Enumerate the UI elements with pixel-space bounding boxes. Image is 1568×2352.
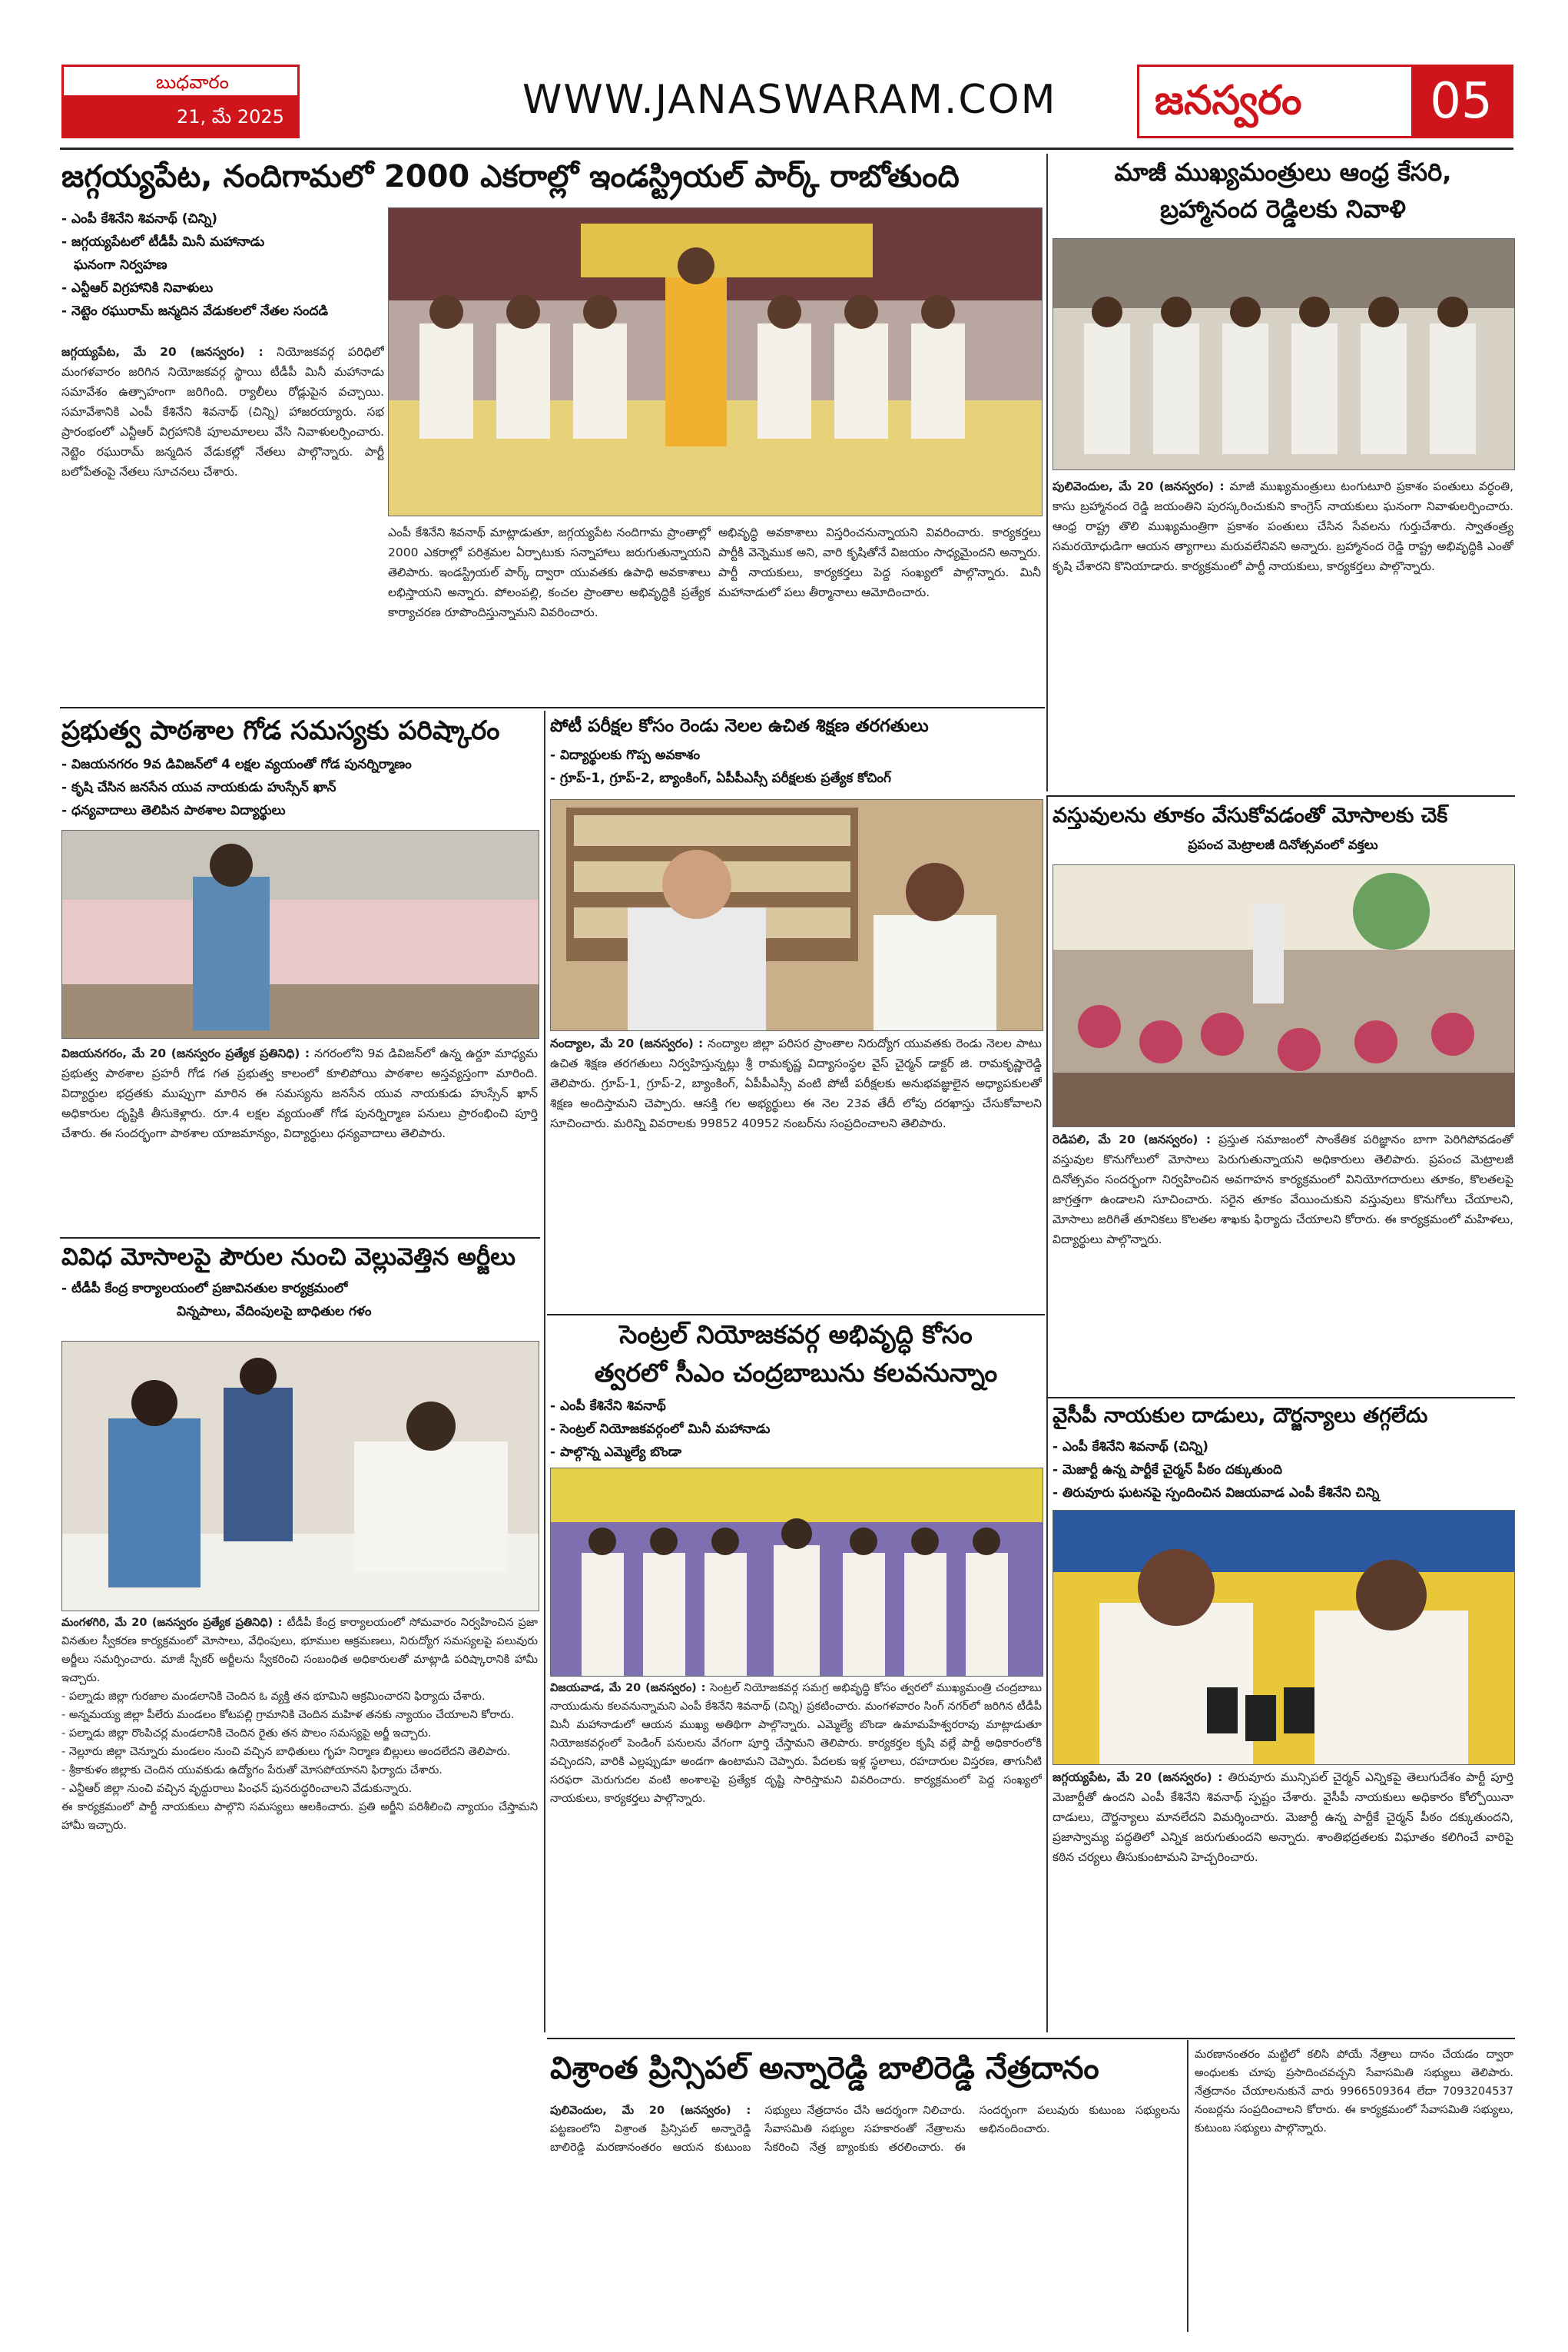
coaching-photo-illustration — [551, 800, 1043, 1030]
story3-bullet: - కృషి చేసిన జనసేన యువ నాయకుడు హుస్సేన్ ఖాన్ — [61, 780, 336, 795]
story9-dateline: పులివెందుల, మే 20 (జనస్వరం) : — [550, 2105, 751, 2117]
story6-bullets — [550, 1395, 1042, 1464]
story4-point: - పల్నాడు జిల్లా రొంపిచర్ల మండలానికి చెందిన రైతు తన పొలం సమస్యపై అర్జీ ఇచ్చారు. — [61, 1727, 432, 1740]
story7-dateline: రెడిపలి, మే 20 (జనస్వరం) : — [1053, 1133, 1212, 1146]
story4-point: - అన్నమయ్య జిల్లా పీలేరు మండలం కోటపల్లి గ్రామానికి చెందిన మహిళ తనకు న్యాయం చేయాలని కోరారు. — [61, 1709, 515, 1721]
story9-headline: విశ్రాంత ప్రిన్సిపల్ అన్నారెడ్డి బాలిరెడ్డి నేత్రదానం — [550, 2051, 1099, 2086]
story6-headline — [550, 1315, 1042, 1392]
story1-bullet: - నెట్టెం రఘురామ్ జన్మదిన వేడుకలలో నేతల సందడి — [61, 304, 329, 319]
story3-body — [61, 1043, 538, 1236]
story1-text: నియోజకవర్గ పరిధిలో మంగళవారం జరిగిన నియోజకవర్గ స్థాయి టీడీపీ మినీ మహానాడు సమావేశం ఉత్సాహంగా జరిగింది. ర్యాలీలు రోడ్లుపైన వచ్చాయి. సమావేశానికి ఎంపీ కేశినేని శివనాథ్ (చిన్ని) హాజరయ్యారు. సభ ప్రారంభంలో ఎన్టీఆర్ విగ్రహానికి పూలమాలలు వేసి నివాళులర్పించారు. నెట్టెం రఘురామ్ జన్మదిన వేడుకల్లో నేతలు పాల్గొన్నారు. పార్టీ బలోపేతంపై నేతలు సూచనలు చేశారు. — [61, 345, 384, 479]
story1-dateline: జగ్గయ్యపేట, మే 20 (జనస్వరం) : — [61, 345, 264, 359]
story3-photo — [61, 830, 539, 1039]
story8-photo — [1053, 1510, 1515, 1765]
story5-body — [550, 1033, 1042, 1310]
story6-headline-line2: త్వరలో సీఎం చంద్రబాబును కలవనున్నాం — [594, 1358, 998, 1388]
story2-headline-line1: మాజీ ముఖ్యమంత్రులు ఆంధ్ర కేసరి, — [1114, 158, 1452, 187]
story1-body-mid: ఎంపీ కేశినేని శివనాథ్ మాట్లాడుతూ, జగ్గయ్యపేట నందిగామ ప్రాంతాల్లో 2000 ఎకరాల్లో పరిశ్రమల ఏర్పాటుకు సన్నాహాలు జరుగుతున్నాయని తెలిపారు. ఇండస్ట్రియల్ పార్క్ ద్వారా యువతకు ఉపాధి అవకాశాలు లభిస్తాయని అన్నారు. పోలంపల్లి, కంచల ప్రాంతాల అభివృద్ధికి ప్రత్యేక కార్యాచరణ రూపొందిస్తున్నామని వివరించారు. — [388, 526, 711, 619]
column-divider — [1046, 795, 1048, 2032]
felicitation-photo-illustration — [551, 1468, 1043, 1676]
story3-headline: ప్రభుత్వ పాఠశాల గోడ సమస్యకు పరిష్కారం — [61, 715, 500, 746]
story8-text: తిరువూరు మున్సిపల్ చైర్మన్ ఎన్నికపై తెలుగుదేశం పార్టీ పూర్తి మెజార్టీతో ఉందని ఎంపీ కేశినేని శివనాథ్ స్పష్టం చేశారు. వైసీపీ నాయకులు అధికారం కోల్పోయినా దాడులు, దౌర్జన్యాలు మానలేదని విమర్శించారు. మెజార్టీ ఉన్న పార్టీకే చైర్మన్ పీఠం దక్కుతుందని, ప్రజాస్వామ్య పద్ధతిలో ఎన్నిక జరుగుతుందని అన్నారు. శాంతిభద్రతలకు విఘాతం కలిగించే వారిపై కఠిన చర్యలు తీసుకుంటామని హెచ్చరించారు. — [1053, 1770, 1513, 1864]
brand-box — [1137, 65, 1513, 138]
story1-photo — [388, 207, 1043, 516]
story6-dateline: విజయవాడ, మే 20 (జనస్వరం) : — [550, 1682, 706, 1694]
story4-headline: వివిధ మోసాలపై పౌరుల నుంచి వెల్లువెత్తిన అర్జీలు — [61, 1243, 515, 1271]
story2-headline — [1053, 154, 1513, 227]
story5-photo — [550, 799, 1043, 1031]
story9-text: పట్టణంలోని విశ్రాంత ప్రిన్సిపల్ అన్నారెడ్డి బాలిరెడ్డి మరణానంతరం ఆయన కుటుంబ సభ్యులు నేత్రదానం చేసి ఆదర్శంగా నిలిచారు. సేవాసమితి సభ్యుల సహకారంతో నేత్రాలను సేకరించి నేత్ర బ్యాంకుకు తరలించారు. ఈ సందర్భంగా పలువురు కుటుంబ సభ్యులను అభినందించారు. — [550, 2105, 1180, 2154]
story6-text: సెంట్రల్ నియోజకవర్గ సమగ్ర అభివృద్ధి కోసం త్వరలో ముఖ్యమంత్రి చంద్రబాబు నాయుడును కలవనున్నామని ఎంపీ కేశినేని శివనాథ్ (చిన్ని) ప్రకటించారు. మంగళవారం సింగ్ నగర్‌లో జరిగిన టీడీపీ మినీ మహానాడులో ఆయన ముఖ్య అతిథిగా పాల్గొన్నారు. ఎమ్మెల్యే బొండా ఉమామహేశ్వరరావు మాట్లాడుతూ నియోజకవర్గంలో పెండింగ్ పనులను వేగంగా పూర్తి చేస్తామని తెలిపారు. కార్యకర్తల కృషి వల్లే పార్టీ అధికారంలోకి వచ్చిందని, వారికి ఎల్లప్పుడూ అండగా ఉంటామని చెప్పారు. పేదలకు ఇళ్ల స్థలాలు, రహదారుల విస్తరణ, తాగునీటి సరఫరా మెరుగుదల వంటి అంశాలపై ప్రత్యేక దృష్టి సారిస్తామని వివరించారు. కార్యక్రమంలో పెద్ద సంఖ్యలో నాయకులు, కార్యకర్తలు పాల్గొన్నారు. — [550, 1682, 1042, 1805]
story9-side: మరణానంతరం మట్టిలో కలిసి పోయే నేత్రాలు దానం చేయడం ద్వారా అంధులకు చూపు ప్రసాదించవచ్చని సేవాసమితి సభ్యులు తెలిపారు. నేత్రదానం చేయాలనుకునే వారు 9966509364 లేదా 7093204537 నంబర్లను సంప్రదించాలని కోరారు. ఈ కార్యక్రమంలో సేవాసమితి సభ్యులు, కుటుంబ సభ్యులు పాల్గొన్నారు. — [1195, 2048, 1513, 2135]
story1-bullet: - ఎంపీ కేశినేని శివనాథ్ (చిన్ని) — [61, 211, 218, 227]
story6-headline-line1: సెంట్రల్ నియోజకవర్గ అభివృద్ధి కోసం — [619, 1319, 973, 1349]
story5-headline: పోటీ పరీక్షల కోసం రెండు నెలల ఉచిత శిక్షణ తరగతులు — [550, 716, 929, 736]
story4-text: టీడీపీ కేంద్ర కార్యాలయంలో సోమవారం నిర్వహించిన ప్రజా వినతుల స్వీకరణ కార్యక్రమంలో మోసాలు, వేధింపులు, భూముల ఆక్రమణలు, నిరుద్యోగ సమస్యలపై పలువురు అర్జీలు సమర్పించారు. మాజీ స్పీకర్ అర్జీలను స్వీకరించి సంబంధిత అధికారులతో మాట్లాడి పరిష్కారానికి హామీ ఇచ్చారు. — [61, 1617, 538, 1684]
story3-bullet: - ధన్యవాదాలు తెలిపిన పాఠశాల విద్యార్థులు — [61, 803, 286, 818]
story4-closing: ఈ కార్యక్రమంలో పార్టీ నాయకులు పాల్గొని సమస్యలు ఆలకించారు. ప్రతి అర్జీని పరిశీలించి న్యాయం చేస్తామని హామీ ఇచ్చారు. — [61, 1801, 538, 1832]
metrology-photo-illustration — [1053, 865, 1514, 1126]
section-rule — [547, 2038, 1515, 2039]
story5-dateline: నంద్యాల, మే 20 (జనస్వరం) : — [550, 1037, 704, 1050]
story6-body — [550, 1679, 1042, 2040]
story6-bullet: - సెంట్రల్ నియోజకవర్గంలో మినీ మహానాడు — [550, 1421, 771, 1437]
story4-sub1: - టీడీపీ కేంద్ర కార్యాలయంలో ప్రజావినతుల కార్యక్రమంలో — [61, 1281, 348, 1296]
school-wall-illustration — [62, 831, 539, 1038]
story3-bullet: - విజయనగరం 9వ డివిజన్‌లో 4 లక్షల వ్యయంతో గోడ పునర్నిర్మాణం — [61, 757, 412, 772]
column-divider — [1187, 2040, 1188, 2332]
story7-sub: ప్రపంచ మెట్రాలజీ దినోత్సవంలో వక్తలు — [1188, 838, 1378, 853]
story7-headline: వస్తువులను తూకం వేసుకోవడంతో మోసాలకు చెక్ — [1053, 804, 1448, 828]
story7-photo — [1053, 864, 1515, 1127]
story4-dateline: మంగళగిరి, మే 20 (జనస్వరం ప్రత్యేక ప్రతినిధి) : — [61, 1617, 283, 1629]
masthead-rule — [60, 148, 1513, 150]
story3-text: నగరంలోని 9వ డివిజన్‌లో ఉన్న ఉర్దూ మాధ్యమ ప్రభుత్వ పాఠశాల ప్రహరీ గోడ గత ప్రభుత్వ కాలంలో కూలిపోయి పాఠశాల అస్తవ్యస్తంగా మారింది. విద్యార్థుల భద్రతకు ముప్పుగా మారిన ఈ సమస్యను జనసేన యువ నాయకుడు హుస్సేన్ ఖాన్ అధికారుల దృష్టికి తీసుకెళ్లారు. రూ.4 లక్షల వ్యయంతో గోడ పునర్నిర్మాణ పనులు ప్రారంభించి పూర్తి చేశారు. ఈ సందర్భంగా పాఠశాల యాజమాన్యం, విద్యార్థులు ధన్యవాదాలు తెలిపారు. — [61, 1047, 538, 1140]
story1-bullets — [61, 207, 384, 323]
press-meet-illustration — [1053, 1511, 1514, 1764]
story8-bullet: - తిరువూరు ఘటనపై స్పందించిన విజయవాడ ఎంపీ కేశినేని చిన్ని — [1053, 1485, 1380, 1501]
story5-text: నంద్యాల జిల్లా పరిసర ప్రాంతాల నిరుద్యోగ యువతకు రెండు నెలల పాటు ఉచిత శిక్షణ తరగతులు నిర్వహిస్తున్నట్లు శ్రీ రామకృష్ణ విద్యాసంస్థల వైస్ చైర్మన్ డాక్టర్ జి. రామకృష్ణారెడ్డి తెలిపారు. గ్రూప్-1, గ్రూప్-2, బ్యాంకింగ్, ఏపీపీఎస్సీ వంటి పోటీ పరీక్షలకు అనుభవజ్ఞులైన అధ్యాపకులతో శిక్షణ అందిస్తామని చెప్పారు. ఆసక్తి గల అభ్యర్థులు ఈ నెల 23వ తేదీ లోపు దరఖాస్తు చేసుకోవాలని సూచించారు. మరిన్ని వివరాలకు 99852 40952 నంబర్‌ను సంప్రదించాలని తెలిపారు. — [550, 1037, 1042, 1130]
column-divider — [544, 711, 545, 2032]
story3-bullets — [61, 753, 538, 822]
story8-body — [1053, 1767, 1513, 2032]
story2-text: మాజీ ముఖ్యమంత్రులు టంగుటూరి ప్రకాశం పంతులు వర్ధంతి, కాసు బ్రహ్మానంద రెడ్డి జయంతిని పురస్కరించుకుని కాంగ్రెస్ నాయకులు ఘనంగా నివాళులర్పించారు. ఆంధ్ర రాష్ట్ర తొలి ముఖ్యమంత్రిగా ప్రకాశం పంతులు చేసిన సేవలను గుర్తుచేశారు. స్వాతంత్ర్య సమరయోధుడిగా ఆయన త్యాగాలు మరువలేనివని అన్నారు. బ్రహ్మానంద రెడ్డి రాష్ట్ర అభివృద్ధికి ఎంతో కృషి చేశారని కొనియాడారు. కార్యక్రమంలో పార్టీ నాయకులు, కార్యకర్తలు పాల్గొన్నారు. — [1053, 479, 1513, 573]
story8-bullet: - మెజార్టీ ఉన్న పార్టీకే చైర్మన్ పీఠం దక్కుతుంది — [1053, 1462, 1282, 1478]
site-url[interactable]: WWW.JANASWARAM.COM — [522, 77, 1057, 123]
story9-body — [550, 2102, 1180, 2332]
story2-headline-line2: బ్రహ్మానంద రెడ్డిలకు నివాళి — [1160, 194, 1406, 224]
story1-bullet: - ఎన్టీఆర్ విగ్రహానికి నివాళులు — [61, 280, 214, 296]
story6-bullet: - పాల్గొన్న ఎమ్మెల్యే బొండా — [550, 1445, 682, 1460]
story1-body-right: అభివృద్ధి అవకాశాలు విస్తరించనున్నాయని వివరించారు. కార్యకర్తలు పార్టీకి వెన్నెముక అని, వారి కృషితోనే విజయం సాధ్యమైందని అన్నారు. పార్టీ నాయకులు, కార్యకర్తలు పెద్ద సంఖ్యలో పాల్గొన్నారు. మినీ మహానాడులో పలు తీర్మానాలు ఆమోదించారు. — [718, 526, 1041, 599]
story6-bullet: - ఎంపీ కేశినేని శివనాథ్ — [550, 1398, 666, 1414]
story4-point: - ఎన్టీఆర్ జిల్లా నుంచి వచ్చిన వృద్ధురాలు పింఛన్ పునరుద్ధరించాలని వేడుకున్నారు. — [61, 1783, 413, 1795]
tribute-photo-illustration — [1053, 239, 1514, 469]
story5-bullets — [550, 744, 1042, 790]
story1-headline: జగ్గయ్యపేట, నందిగామలో 2000 ఎకరాల్లో ఇండస్ట్రియల్ పార్క్ రాబోతుంది — [61, 159, 960, 194]
story6-photo — [550, 1468, 1043, 1677]
story4-point: - నెల్లూరు జిల్లా చెన్నూరు మండలం నుంచి వచ్చిన బాధితులు గృహ నిర్మాణ బిల్లులు అందలేదని తెలిపారు. — [61, 1746, 511, 1758]
story8-headline: వైసీపీ నాయకుల దాడులు, దౌర్జన్యాలు తగ్గలేదు — [1053, 1404, 1428, 1428]
story4-body — [61, 1614, 538, 2328]
stage-photo-illustration — [389, 208, 1042, 516]
story7-text: ప్రస్తుత సమాజంలో సాంకేతిక పరిజ్ఞానం బాగా పెరిగిపోవడంతో వస్తువుల కొనుగోలులో మోసాలు పెరుగుతున్నాయని అధికారులు తెలిపారు. ప్రపంచ మెట్రాలజీ దినోత్సవం సందర్భంగా నిర్వహించిన అవగాహన కార్యక్రమంలో వినియోగదారులు తూకం, కొలతలపై జాగ్రత్తగా ఉండాలని సూచించారు. సరైన తూకం వేయించుకుని వస్తువులు కొనుగోలు చేయాలని, మోసాలు జరిగితే తూనికలు కొలతల శాఖకు ఫిర్యాదు చేయాలని కోరారు. ఈ కార్యక్రమంలో మహిళలు, విద్యార్థులు పాల్గొన్నారు. — [1053, 1133, 1513, 1246]
story1-bullet: ఘనంగా నిర్వహణ — [74, 257, 167, 273]
section-rule — [1046, 795, 1515, 797]
story2-dateline: పులివెందుల, మే 20 (జనస్వరం) : — [1053, 479, 1225, 493]
story1-bullet: - జగ్గయ్యపేటలో టీడీపీ మినీ మహానాడు — [61, 234, 265, 250]
story4-sub2: విన్నపాలు, వేదింపులపై బాధితుల గళం — [177, 1304, 372, 1319]
story2-body — [1053, 476, 1513, 791]
date-box — [61, 65, 300, 138]
story4-point: - పల్నాడు జిల్లా గురజాల మండలానికి చెందిన ఓ వ్యక్తి తన భూమిని ఆక్రమించారని ఫిర్యాదు చేశారు. — [61, 1690, 486, 1703]
date-label: 21, మే 2025 — [61, 95, 300, 138]
story8-bullet: - ఎంపీ కేశినేని శివనాథ్ (చిన్ని) — [1053, 1439, 1209, 1455]
section-rule — [60, 707, 1045, 708]
story5-bullet: - విద్యార్థులకు గొప్ప అవకాశం — [550, 748, 701, 763]
story4-subheads — [61, 1277, 538, 1323]
story2-photo — [1053, 238, 1515, 470]
brand-name: జనస్వరం — [1155, 78, 1302, 124]
story4-photo — [61, 1341, 539, 1611]
page-number: 05 — [1411, 67, 1511, 136]
story3-dateline: విజయనగరం, మే 20 (జనస్వరం ప్రత్యేక ప్రతినిధి) : — [61, 1047, 310, 1060]
story1-body-left — [61, 342, 384, 726]
column-divider — [1046, 154, 1048, 791]
petition-photo-illustration — [62, 1342, 539, 1611]
story8-bullets — [1053, 1435, 1513, 1504]
day-label: బుధవారం — [61, 65, 300, 95]
story7-body — [1053, 1130, 1513, 1395]
story8-dateline: జగ్గయ్యపేట, మే 20 (జనస్వరం) : — [1053, 1770, 1223, 1784]
story4-point: - శ్రీకాకుళం జిల్లాకు చెందిన యువకుడు ఉద్యోగం పేరుతో మోసపోయానని ఫిర్యాదు చేశారు. — [61, 1764, 443, 1776]
story5-bullet: - గ్రూప్-1, గ్రూప్-2, బ్యాంకింగ్, ఏపీపీఎస్సీ పరీక్షలకు ప్రత్యేక కోచింగ్ — [550, 771, 891, 786]
